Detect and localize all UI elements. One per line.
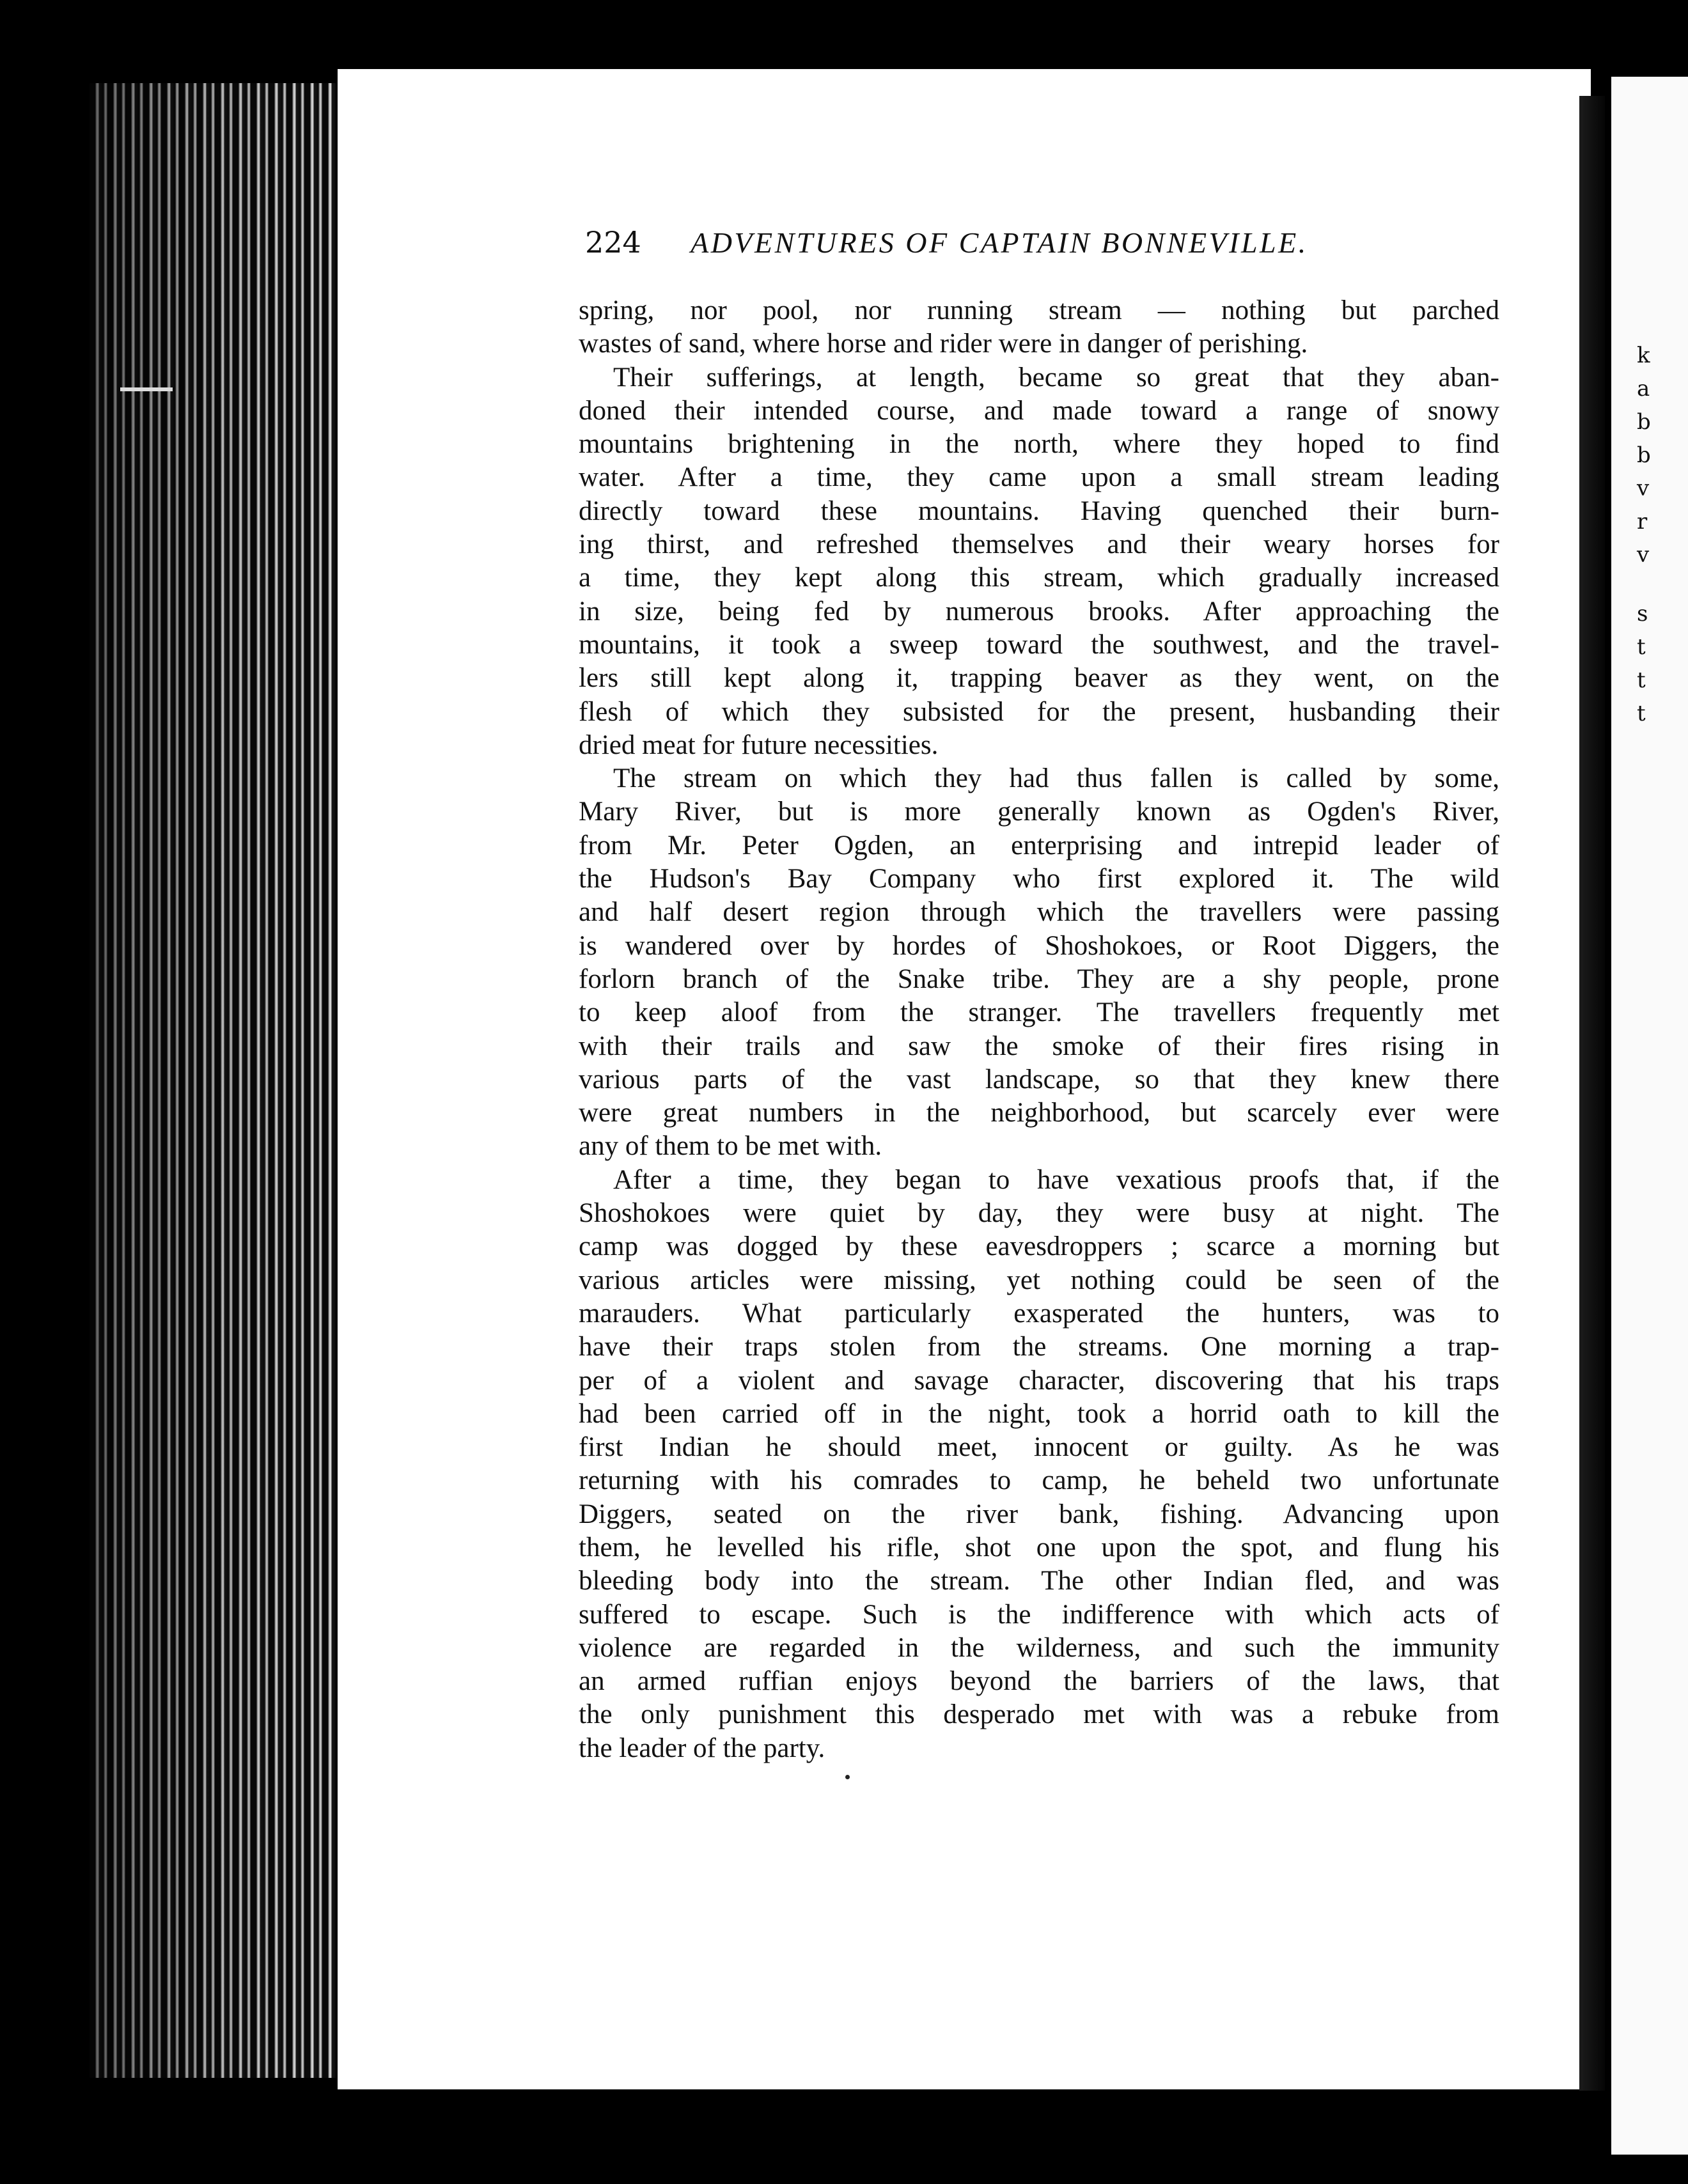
text-line: suffered to escape. Such is the indifference with which acts of bbox=[579, 1599, 1499, 1630]
text-line: camp was dogged by these eavesdroppers ; scarce a morning but bbox=[579, 1231, 1499, 1262]
text-line: in size, being fed by numerous brooks. After approaching the bbox=[579, 596, 1499, 627]
text-line: The stream on which they had thus fallen is called by some, bbox=[613, 763, 1499, 794]
fragment: b bbox=[1637, 409, 1651, 435]
text-line: an armed ruffian enjoys beyond the barriers of the laws, that bbox=[579, 1666, 1499, 1697]
text-line: them, he levelled his rifle, shot one upon the spot, and flung his bbox=[579, 1532, 1499, 1563]
text-line: with their trails and saw the smoke of their fires rising in bbox=[579, 1031, 1499, 1061]
fragment: t bbox=[1637, 701, 1646, 726]
text-line: is wandered over by hordes of Shoshokoes, or Root Diggers, the bbox=[579, 930, 1499, 961]
text-line: marauders. What particularly exasperated the hunters, was to bbox=[579, 1298, 1499, 1329]
text-line: forlorn branch of the Snake tribe. They are a shy people, prone bbox=[579, 963, 1499, 994]
text-line: mountains, it took a sweep toward the southwest, and the travel- bbox=[579, 629, 1499, 660]
text-line: doned their intended course, and made toward a range of snowy bbox=[579, 395, 1499, 426]
text-line: Diggers, seated on the river bank, fishing. Advancing upon bbox=[579, 1499, 1499, 1529]
text-line: flesh of which they subsisted for the present, husbanding their bbox=[579, 696, 1499, 727]
text-line: various parts of the vast landscape, so that they knew there bbox=[579, 1064, 1499, 1095]
text-line: Mary River, but is more generally known as Ogden's River, bbox=[579, 797, 1499, 827]
text-line: were great numbers in the neighborhood, but scarcely ever were bbox=[579, 1098, 1499, 1128]
text-line: Shoshokoes were quiet by day, they were busy at night. The bbox=[579, 1198, 1499, 1229]
adjacent-page bbox=[1611, 77, 1688, 2155]
fragment: v bbox=[1637, 542, 1650, 568]
stacked-page-edges bbox=[90, 83, 336, 2078]
text-line: various articles were missing, yet nothing could be seen of the bbox=[579, 1265, 1499, 1295]
text-line: and half desert region through which the travellers were passing bbox=[579, 897, 1499, 928]
fragment: r bbox=[1637, 509, 1648, 534]
ink-speck bbox=[845, 1775, 850, 1779]
text-line: first Indian he should meet, innocent or guilty. As he was bbox=[579, 1432, 1499, 1463]
text-line: to keep aloof from the stranger. The travellers frequently met bbox=[579, 997, 1499, 1028]
running-head bbox=[585, 225, 1429, 270]
fragment: s bbox=[1637, 601, 1648, 627]
text-line: wastes of sand, where horse and rider were in danger of perishing. bbox=[579, 329, 1308, 359]
text-line: had been carried off in the night, took a horrid oath to kill the bbox=[579, 1398, 1499, 1429]
text-line: mountains brightening in the north, where they hoped to find bbox=[579, 429, 1499, 460]
fragment: t bbox=[1637, 634, 1646, 660]
text-line: the only punishment this desperado met with was a rebuke from bbox=[579, 1699, 1499, 1730]
text-line: spring, nor pool, nor running stream — nothing but parched bbox=[579, 295, 1499, 325]
text-line: violence are regarded in the wilderness, and such the immunity bbox=[579, 1632, 1499, 1663]
fragment: t bbox=[1637, 667, 1646, 693]
text-line: per of a violent and savage character, discovering that his traps bbox=[579, 1365, 1499, 1396]
text-line: Their sufferings, at length, became so great that they aban- bbox=[613, 362, 1499, 393]
fragment: a bbox=[1637, 376, 1650, 402]
running-title: ADVENTURES OF CAPTAIN BONNEVILLE. bbox=[691, 226, 1308, 259]
text-line: from Mr. Peter Ogden, an enterprising and intrepid leader of bbox=[579, 830, 1499, 861]
text-line: bleeding body into the stream. The other Indian fled, and was bbox=[579, 1566, 1499, 1596]
text-line: the Hudson's Bay Company who first explored it. The wild bbox=[579, 864, 1499, 894]
fragment: b bbox=[1637, 442, 1651, 468]
text-line: returning with his comrades to camp, he beheld two unfortunate bbox=[579, 1465, 1499, 1496]
page-number: 224 bbox=[585, 225, 641, 260]
text-line: the leader of the party. bbox=[579, 1733, 825, 1763]
text-line: a time, they kept along this stream, which gradually increased bbox=[579, 563, 1499, 593]
text-line: have their traps stolen from the streams. One morning a trap- bbox=[579, 1332, 1499, 1362]
text-line: directly toward these mountains. Having quenched their burn- bbox=[579, 495, 1499, 526]
fragment: v bbox=[1637, 476, 1650, 501]
text-line: After a time, they began to have vexatious proofs that, if the bbox=[613, 1164, 1499, 1195]
text-line: ing thirst, and refreshed themselves and their weary horses for bbox=[579, 529, 1499, 560]
binding-gutter bbox=[1579, 96, 1605, 2091]
text-line: dried meat for future necessities. bbox=[579, 729, 939, 760]
text-line: any of them to be met with. bbox=[579, 1131, 882, 1162]
text-line: water. After a time, they came upon a small stream leading bbox=[579, 462, 1499, 493]
body-text bbox=[579, 294, 1499, 1765]
page-edge-mark bbox=[120, 387, 173, 391]
fragment: k bbox=[1637, 343, 1650, 368]
adjacent-page-fragments bbox=[1637, 339, 1688, 730]
text-line: lers still kept along it, trapping beaver as they went, on the bbox=[579, 663, 1499, 694]
